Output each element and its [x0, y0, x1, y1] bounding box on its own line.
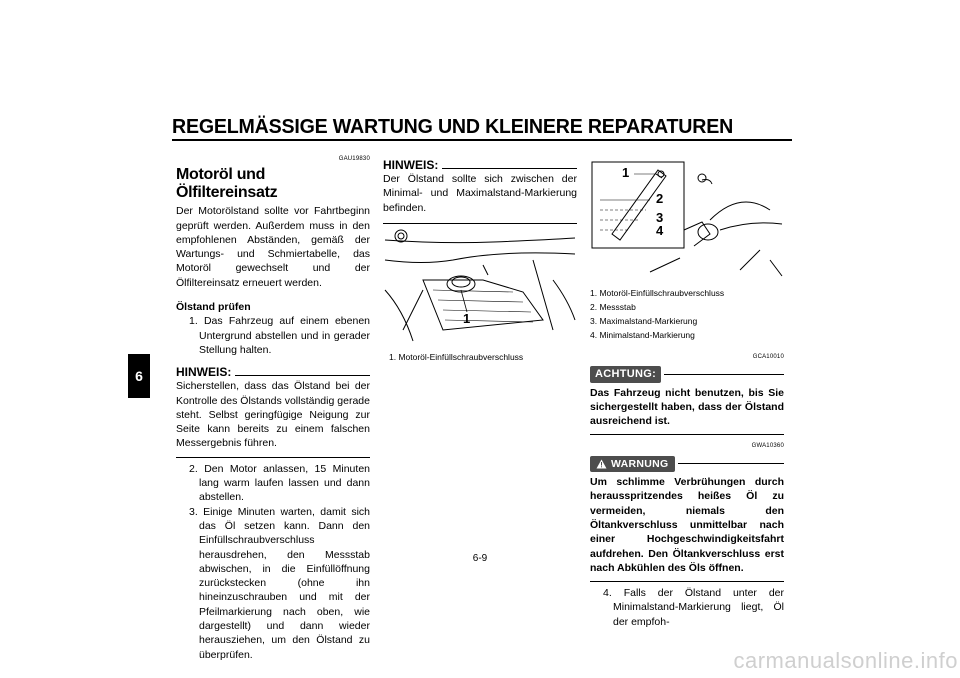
caution-end-rule: [590, 434, 784, 435]
caution-header: [590, 366, 784, 382]
section-code: GAU19830: [338, 156, 370, 162]
figure-callout-2: 2: [656, 191, 664, 206]
page-number: 6-9: [472, 553, 488, 564]
step-3: [186, 505, 370, 662]
note-header-middle: [383, 158, 577, 172]
step-4-text: Falls der Ölstand unter der Minimalstand-Markierung liegt, Öl der empfoh-: [613, 587, 784, 628]
note-end-rule: [176, 457, 370, 458]
caution-text: Das Fahrzeug nicht benutzen, bis Sie sichergestellt haben, dass der Ölstand ausreichend ist.: [590, 386, 784, 428]
note-text: Sicherstellen, dass das Ölstand bei der Kontrolle des Ölstands vollständig gerade steht. Selbst geringfügige Neigung zur Seite kann bereits zu einem falschen Messergebnis führen.: [176, 380, 370, 450]
note-text-middle: Der Ölstand sollte sich zwischen der Minimal- und Maximalstand-Markierung befinden.: [383, 173, 577, 214]
warning-label: WARNUNG: [611, 457, 669, 470]
step-2-text: Den Motor anlassen, 15 Minuten lang warm laufen lassen und dann abstellen.: [199, 462, 370, 504]
figure-callout-4: 4: [656, 223, 664, 238]
left-column: [176, 152, 370, 662]
figure-callout-1-right: 1: [622, 165, 630, 180]
warning-code: GWA10360: [751, 443, 784, 450]
step-1-text: Das Fahrzeug auf einem ebenen Untergrund abstellen und in gerader Stellung halten.: [199, 315, 371, 356]
subheading: Ölstand prüfen: [176, 301, 251, 314]
middle-column: [383, 158, 577, 224]
note-header: [176, 365, 370, 379]
figure-callout-1: 1: [463, 311, 471, 326]
note-label: HINWEIS:: [176, 365, 232, 380]
oil-filler-cap-illustration: [383, 220, 577, 342]
warning-text: Um schlimme Verbrühungen durch herausspritzendes heißes Öl zu vermeiden, niemals den Öltankverschluss unmittelbar nach einer Hochgeschwindigkeitsfahrt aufdrehen. Den Öltankverschluss erst nach Abkühlen des Öls öffnen.: [590, 476, 784, 574]
step-4-number: 4.: [603, 587, 612, 600]
section-heading: Motoröl und Ölfiltereinsatz: [176, 166, 278, 202]
note-label-middle: HINWEIS:: [383, 158, 439, 172]
note-line-middle: [442, 168, 577, 169]
warning-header: [590, 456, 784, 472]
step-4: [600, 586, 784, 629]
dipstick-illustration: [590, 160, 784, 278]
caution-badge: ACHTUNG:: [590, 366, 661, 382]
caption-1: 1. Motoröl-Einfüllschraubverschluss: [590, 288, 725, 298]
page-title: REGELMÄSSIGE WARTUNG UND KLEINERE REPARATUREN: [172, 116, 734, 138]
caption-4: 4. Minimalstand-Markierung: [590, 330, 695, 340]
caution-line: [664, 374, 784, 375]
title-rule: [172, 139, 792, 141]
step-2: [186, 462, 370, 505]
section-tab: [128, 354, 150, 398]
watermark: carmanualsonline.info: [733, 648, 958, 673]
caption-3: 3. Maximalstand-Markierung: [590, 316, 698, 326]
warning-end-rule: [590, 581, 784, 582]
figure-caption-middle: 1. Motoröl-Einfüllschraubverschluss: [389, 352, 524, 362]
step-1-number: 1.: [189, 315, 198, 328]
section-tab-label: 6: [135, 368, 143, 384]
step-1: [186, 314, 370, 357]
warning-line: [678, 463, 784, 464]
warning-badge: [590, 456, 675, 472]
warning-triangle-icon: [596, 459, 607, 469]
intro-paragraph: Der Motorölstand sollte vor Fahrtbeginn geprüft werden. Außerdem muss in den empfohlenen Abständen, gemäß der Wartungs- und Schmiertabelle, das Motoröl gewechselt und der Ölfiltereinsatz erneuert werden.: [176, 205, 370, 289]
step-2-number: 2.: [189, 462, 198, 475]
step-3-number: 3.: [189, 505, 198, 518]
caption-2: 2. Messstab: [590, 302, 636, 312]
right-column: [590, 286, 784, 629]
figure-callout-3: 3: [656, 210, 664, 225]
step-3-text: Einige Minuten warten, damit sich das Öl setzen kann. Dann den Einfüllschraubverschluss herausdrehen, den Messstab abwischen, in die Einfüllöffnung zurückstecken (ohne ihn hineinzuschrauben und mit der Pfeilmarkierung nach oben, wie dargestellt) und dann wieder herausziehen, um den Ölstand zu überprüfen.: [199, 505, 370, 661]
caution-code: GCA10010: [752, 354, 784, 360]
note-line: [235, 375, 370, 376]
